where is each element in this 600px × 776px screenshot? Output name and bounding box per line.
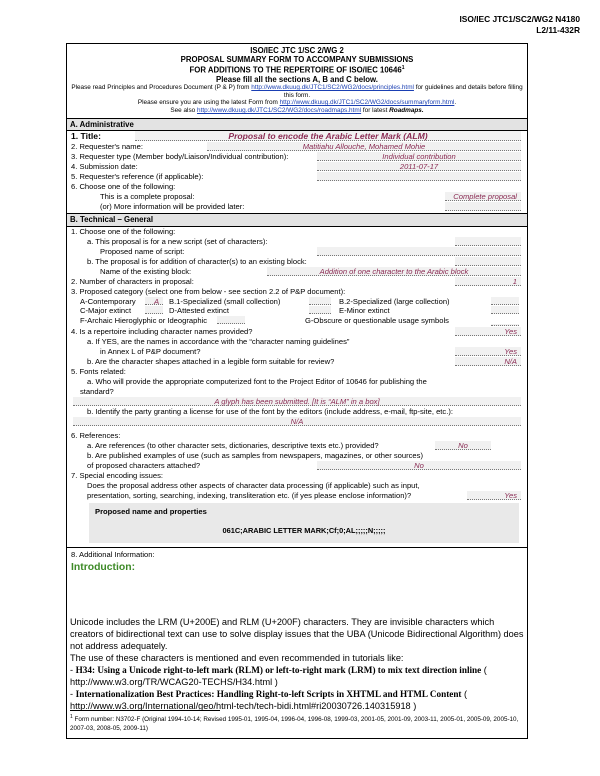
footnote-number: 1 [70,714,73,720]
cat-b1-label: B.1-Specialized (small collection) [169,297,281,307]
font-provider-field[interactable]: A glyph has been submitted. [It is “ALM” in a box] [73,397,521,406]
existing-block-field[interactable]: Addition of one character to the Arabic block [267,267,521,276]
form-header [67,44,527,118]
cat-b2-field[interactable] [491,297,519,305]
more-info-row: (or) More information will be provided later: [67,202,527,212]
num-characters-field[interactable]: 1 [455,277,521,286]
b7a-row: Does the proposal address other aspects of character data processing (if applicable) such as input, [87,481,420,491]
cat-c-field[interactable] [145,306,163,314]
encoding-issues-field[interactable]: Yes [467,491,521,500]
form-subtitle: FOR ADDITIONS TO THE REPERTOIRE OF ISO/IEC 10646$^1$ [189,64,405,75]
b4a2-row: in Annex L of P&P document? Yes [67,347,527,357]
tutorial-url-1: http://www.w3.org/TR/WCAG20-TECHS/H34.html ) [70,677,278,688]
requester-reference-row: 5. Requester's reference (if applicable): [67,172,527,182]
additional-info-label: 8. Additional Information: [71,550,155,560]
b6a-row: a. Are references (to other character sets, dictionaries, descriptive texts etc.) provided? No [67,441,527,451]
principles-link[interactable]: http://www.dkuug.dk/JTC1/SC2/WG2/docs/principles.html [251,83,414,91]
requester-name-row: 2. Requester's name: Matitiahu Allouche, Mohamed Mohie [67,142,527,152]
section-a-heading: A. Administrative [67,118,527,132]
footnote-divider [70,710,220,711]
summaryform-link[interactable]: http://www.dkuug.dk/JTC1/SC2/WG2/docs/summaryform.html [279,99,455,107]
tutorial-item-1: - H34: Using a Unicode right-to-left mark (RLM) or left-to-right mark (LRM) to mix text direction inline ( [70,665,487,676]
cat-c-label: C-Major extinct [80,306,132,316]
proposed-properties-title: Proposed name and properties [95,507,207,517]
cat-d-field[interactable] [309,306,331,314]
b1a-row: a. This proposal is for a new script (set of characters): [67,237,527,247]
b5a-row: a. Who will provide the appropriate computerized font to the Project Editor of 10646 for publishing the [87,377,427,387]
more-info-field[interactable] [445,202,521,211]
footnote-ref: 1 [401,64,405,71]
complete-proposal-field[interactable]: Complete proposal [445,192,521,201]
b4b-row: b. Are the character shapes attached in a legible form suitable for review? N/A [67,357,527,367]
font-license-row [67,417,527,427]
introduction-heading: Introduction: [71,561,136,573]
submission-date-row: 4. Submission date: 2011-07-17 [67,162,527,172]
b1a-name-row: Proposed name of script: [67,247,527,257]
examples-attached-field[interactable]: No [317,461,521,470]
requester-type-row: 3. Requester type (Member body/Liaison/Individual contribution): Individual contribution [67,152,527,162]
choose-one-row: 6. Choose one of the following: [71,182,176,192]
cat-f-field[interactable] [217,316,245,324]
requester-reference-field[interactable] [317,172,521,181]
section-b-heading: B. Technical – General [67,213,527,227]
category-grid [67,297,527,327]
existing-block-checkbox-field[interactable] [455,257,521,266]
b5-row: 5. Fonts related: [71,367,126,377]
principles-note: Please read Principles and Procedures Document (P & P) from http://www.dkuug.dk/JTC1/SC2/WG2/docs/principles.html for guidelines and details before filling this form. [71,83,523,99]
requester-name-field[interactable]: Matitiahu Allouche, Mohamed Mohie [207,142,521,151]
new-script-field[interactable] [455,237,521,246]
b6b2-row: of proposed characters attached? No [67,461,527,471]
roadmaps-note: See also http://www.dkuug.dk/JTC1/SC2/WG2/docs/roadmaps.html for latest Roadmaps. [170,107,424,115]
cat-e-field[interactable] [491,306,519,314]
b2-row: 2. Number of characters in proposal: 1 [67,277,527,287]
intro-paragraph-1: Unicode includes the LRM (U+200E) and RLM (U+200F) characters. They are invisible characters which creators of bidirectional text can use to solve display issues that the UBA (Unicode Bidirectional Algorithm) does not address adequately. [70,617,524,652]
names-provided-field[interactable]: Yes [455,327,521,336]
requester-type-field[interactable]: Individual contribution [317,152,521,161]
b7a2-row: presentation, sorting, searching, indexing, transliteration etc. (if yes please enclose information)? Yes [67,491,527,501]
roadmaps-link[interactable]: http://www.dkuug.dk/JTC1/SC2/WG2/docs/roadmaps.html [197,107,362,115]
b1b-name-row: Name of the existing block: Addition of one character to the Arabic block [67,267,527,277]
b5b-row: b. Identify the party granting a license for use of the font by the editors (include address, e-mail, ftp-site, etc.): [87,407,453,417]
shapes-attached-field[interactable]: N/A [455,357,521,366]
b3-row: 3. Proposed category (select one from below - see section 2.2 of P&P document): [71,287,346,297]
proposed-properties-value: 061C;ARABIC LETTER MARK;Cf;0;AL;;;;;N;;;;; [222,525,386,535]
cat-g-label: G-Obscure or questionable usage symbols [305,316,449,326]
b6b-row: b. Are published examples of use (such as samples from newspapers, magazines, or other sources) [87,451,423,461]
intro-paragraph-2: The use of these characters is mentioned and even recommended in tutorials like: [70,653,404,664]
proposed-properties-box [89,503,519,543]
b4a-row: a. If YES, are the names in accordance with the “character naming guidelines” [87,337,350,347]
cat-b1-field[interactable] [309,297,331,305]
form-instruction: Please fill all the sections A, B and C below. [216,74,378,84]
tutorial-item-2: - Internationalization Best Practices: Handling Right-to-left Scripts in XHTML and HTML Content ( [70,689,468,700]
introduction-body [70,616,526,712]
complete-proposal-row: This is a complete proposal: Complete proposal [67,192,527,202]
cat-f-label: F-Archaic Hieroglyphic or Ideographic [80,316,208,326]
b6-row: 6. References: [71,431,121,441]
doc-number: ISO/IEC JTC1/SC2/WG2 N4180 [459,14,580,24]
cat-a-label: A-Contemporary [80,297,136,307]
references-field[interactable]: No [435,441,491,450]
cat-e-label: E-Minor extinct [339,306,390,316]
b5a2-row: standard? [80,387,114,397]
b1b-row: b. The proposal is for addition of character(s) to an existing block: [67,257,527,267]
latest-form-note: Please ensure you are using the latest Form from http://www.dkuug.dk/JTC1/SC2/WG2/docs/summaryform.html. [137,99,457,107]
submission-date-field[interactable]: 2011-07-17 [317,162,521,171]
form-title: PROPOSAL SUMMARY FORM TO ACCOMPANY SUBMISSIONS [180,55,414,65]
font-license-field[interactable]: N/A [73,417,521,426]
naming-guidelines-field[interactable]: Yes [455,347,521,356]
b7-row: 7. Special encoding issues: [71,471,164,481]
b1-row: 1. Choose one of the following: [71,227,176,237]
title-row: 1. Title: Proposal to encode the Arabic Letter Mark (ALM) [67,131,527,142]
cat-b2-label: B.2-Specialized (large collection) [339,297,450,307]
document-reference [459,14,580,36]
title-field[interactable]: Proposal to encode the Arabic Letter Mark (ALM) [135,131,521,141]
cat-d-label: D-Attested extinct [169,306,229,316]
form-org: ISO/IEC JTC 1/SC 2/WG 2 [250,46,344,55]
b4-row: 4. Is a repertoire including character names provided? Yes [67,327,527,337]
cat-g-field[interactable] [491,324,519,326]
footnote: $^1$ Form number: N3702-F (Original 1994-10-14; Revised 1995-01, 1995-04, 1996-04, 1996-08, 1999-03, 2001-05, 2001-09, 2003-11, 2005-01, 2005-09, 2005-10, 2007-03, 2008-05, 2009-11) [70,714,519,732]
font-provider-row [67,397,527,407]
doc-l2-number: L2/11-432R [536,24,580,35]
tutorial-url-2: http://www.w3.org/International/geo/html-tech/tech-bidi.html#ri20030726.140315918 ) [70,701,417,712]
cat-a-field[interactable]: A [145,297,163,305]
script-name-field[interactable] [317,247,521,256]
